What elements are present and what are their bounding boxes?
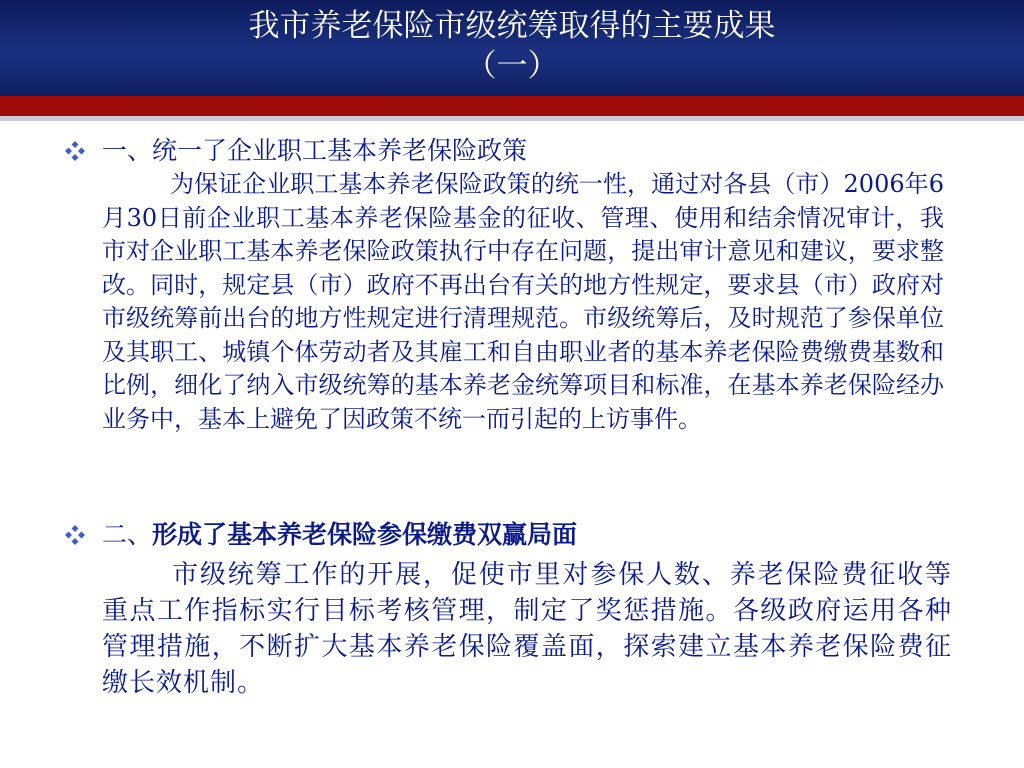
- header-divider: [0, 116, 1024, 121]
- section-body-1: 为保证企业职工基本养老保险政策的统一性，通过对各县（市）2006年6月30日前企业职工基本养老保险基金的征收、管理、使用和结余情况审计，我市对企业职工基本养老保险政策执行中存在问题，提出审计意见和建议，要求整改。同时，规定县（市）政府不再出台有关的地方性规定，要求县（市）政府对市级统筹前出台的地方性规定进行清理规范。市级统筹后，及时规范了参保单位及其职工、城镇个体劳动者及其雇工和自由职业者的基本养老保险费缴费基数和比例，细化了纳入市级统筹的基本养老金统筹项目和标准，在基本养老保险经办业务中，基本上避免了因政策不统一而引起的上访事件。: [102, 170, 944, 433]
- section-heading-1: [102, 136, 527, 166]
- slide-title: 我市养老保险市级统筹取得的主要成果: [248, 8, 776, 44]
- section-title-1: 统一了企业职工基本养老保险政策: [152, 136, 528, 165]
- diamond-bullet-icon: [64, 140, 86, 162]
- section-title-2: 形成了基本养老保险参保缴费双赢局面: [152, 520, 578, 549]
- section-heading-2: [102, 520, 577, 550]
- section-body-2: 市级统筹工作的开展，促使市里对参保人数、养老保险费征收等重点工作指标实行目标考核管理，制定了奖惩措施。各级政府运用各种管理措施，不断扩大基本养老保险覆盖面，探索建立基本养老保险费征缴长效机制。: [102, 560, 952, 698]
- title-banner: [0, 0, 1024, 96]
- diamond-bullet-icon: [64, 524, 86, 546]
- slide-subtitle: （一）: [465, 48, 559, 84]
- red-accent-stripe: [0, 96, 1024, 116]
- section-number-1: 一、: [102, 136, 153, 165]
- section-number-2: 二、: [102, 520, 153, 549]
